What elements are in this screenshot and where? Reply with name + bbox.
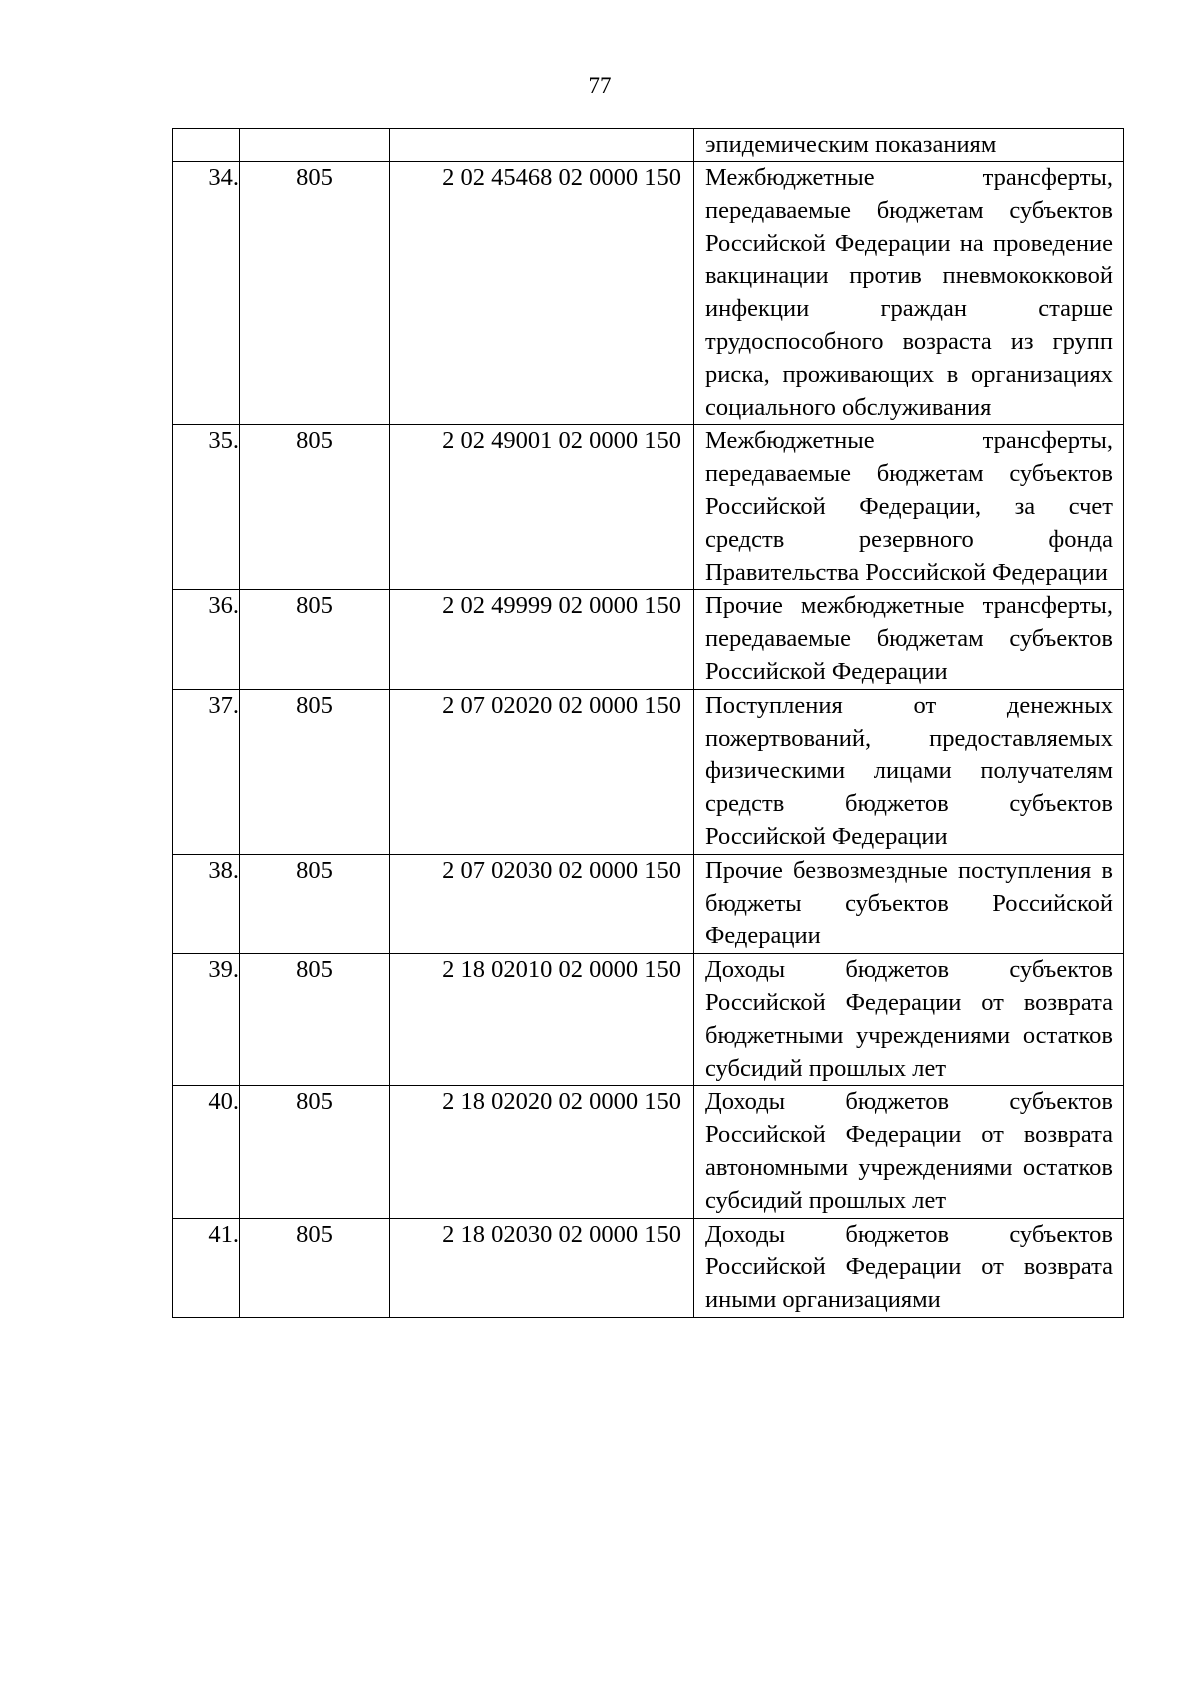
revenue-code-cell: 2 07 02020 02 0000 150 bbox=[390, 689, 694, 854]
table-row bbox=[173, 854, 1124, 953]
admin-code-cell: 805 bbox=[240, 1218, 390, 1317]
admin-code-cell: 805 bbox=[240, 425, 390, 590]
continuation-code-cell bbox=[390, 129, 694, 162]
description-cell: Доходы бюджетов субъектов Российской Федерации от возврата бюджетными учреждениями остатков субсидий прошлых лет bbox=[694, 954, 1124, 1086]
table-row bbox=[173, 954, 1124, 1086]
continuation-num-cell bbox=[173, 129, 240, 162]
row-number-cell: 40. bbox=[173, 1086, 240, 1218]
table-row bbox=[173, 1086, 1124, 1218]
description-cell: Прочие межбюджетные трансферты, передаваемые бюджетам субъектов Российской Федерации bbox=[694, 590, 1124, 689]
description-cell: Поступления от денежных пожертвований, предоставляемых физическими лицами получателям средств бюджетов субъектов Российской Федерации bbox=[694, 689, 1124, 854]
description-cell: Межбюджетные трансферты, передаваемые бюджетам субъектов Российской Федерации на проведение вакцинации против пневмококковой инфекции граждан старше трудоспособного возраста из групп риска, проживающих в организациях социального обслуживания bbox=[694, 162, 1124, 425]
continuation-description-cell: эпидемическим показаниям bbox=[694, 129, 1124, 162]
continuation-admin-cell bbox=[240, 129, 390, 162]
row-number-cell: 41. bbox=[173, 1218, 240, 1317]
revenue-code-cell: 2 02 45468 02 0000 150 bbox=[390, 162, 694, 425]
row-number-cell: 39. bbox=[173, 954, 240, 1086]
table-row bbox=[173, 590, 1124, 689]
description-cell: Прочие безвозмездные поступления в бюджеты субъектов Российской Федерации bbox=[694, 854, 1124, 953]
row-number-cell: 38. bbox=[173, 854, 240, 953]
table-row bbox=[173, 1218, 1124, 1317]
row-number-cell: 35. bbox=[173, 425, 240, 590]
table-row bbox=[173, 689, 1124, 854]
continuation-row bbox=[173, 129, 1124, 162]
revenue-code-cell: 2 18 02010 02 0000 150 bbox=[390, 954, 694, 1086]
page-number: 77 bbox=[588, 73, 612, 98]
revenue-codes-table bbox=[172, 128, 1124, 1318]
admin-code-cell: 805 bbox=[240, 954, 390, 1086]
admin-code-cell: 805 bbox=[240, 590, 390, 689]
admin-code-cell: 805 bbox=[240, 1086, 390, 1218]
admin-code-cell: 805 bbox=[240, 162, 390, 425]
admin-code-cell: 805 bbox=[240, 689, 390, 854]
revenue-code-cell: 2 02 49001 02 0000 150 bbox=[390, 425, 694, 590]
description-cell: Межбюджетные трансферты, передаваемые бюджетам субъектов Российской Федерации, за счет средств резервного фонда Правительства Российской Федерации bbox=[694, 425, 1124, 590]
table-body bbox=[173, 129, 1124, 1318]
admin-code-cell: 805 bbox=[240, 854, 390, 953]
row-number-cell: 36. bbox=[173, 590, 240, 689]
row-number-cell: 37. bbox=[173, 689, 240, 854]
revenue-code-cell: 2 18 02030 02 0000 150 bbox=[390, 1218, 694, 1317]
table-row bbox=[173, 162, 1124, 425]
description-cell: Доходы бюджетов субъектов Российской Федерации от возврата автономными учреждениями остатков субсидий прошлых лет bbox=[694, 1086, 1124, 1218]
row-number-cell: 34. bbox=[173, 162, 240, 425]
revenue-code-cell: 2 18 02020 02 0000 150 bbox=[390, 1086, 694, 1218]
description-cell: Доходы бюджетов субъектов Российской Федерации от возврата иными организациями bbox=[694, 1218, 1124, 1317]
table-row bbox=[173, 425, 1124, 590]
revenue-code-cell: 2 07 02030 02 0000 150 bbox=[390, 854, 694, 953]
revenue-code-cell: 2 02 49999 02 0000 150 bbox=[390, 590, 694, 689]
